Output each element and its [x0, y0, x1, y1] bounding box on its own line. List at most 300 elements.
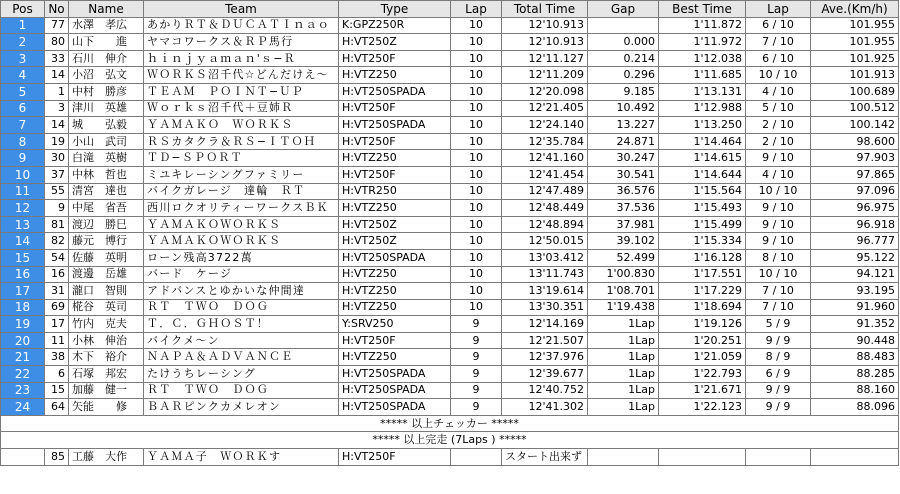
cell-gap: 0.000	[588, 34, 659, 51]
dns-best-lap	[746, 449, 811, 466]
cell-type: H:VTZ250	[339, 200, 451, 217]
table-row	[1, 17, 899, 34]
cell-best-time: 1'18.694	[659, 299, 746, 316]
cell-team: ヤマコワークス＆ＲＰ馬行	[144, 34, 339, 51]
cell-best-time: 1'17.551	[659, 266, 746, 283]
cell-team: アドバンスとゆかいな仲間達	[144, 283, 339, 300]
cell-type: H:VT250Z	[339, 216, 451, 233]
table-row	[1, 399, 899, 416]
cell-name: 中村 勝彦	[69, 83, 144, 100]
cell-lap: 10	[451, 17, 502, 34]
cell-team: ＲＳカタクラ＆ＲＳ−ＩＴＯＨ	[144, 133, 339, 150]
dns-no: 85	[45, 449, 69, 466]
cell-total-time: 13'30.351	[502, 299, 588, 316]
cell-type: H:VTZ250	[339, 349, 451, 366]
cell-lap: 9	[451, 382, 502, 399]
cell-best-lap: 9 / 9	[746, 382, 811, 399]
cell-best-lap: 2 / 10	[746, 133, 811, 150]
cell-name: 矢能 修	[69, 399, 144, 416]
cell-name: 山下 進	[69, 34, 144, 51]
cell-gap: 36.576	[588, 183, 659, 200]
cell-lap: 9	[451, 366, 502, 383]
table-row	[1, 316, 899, 333]
cell-no: 3	[45, 100, 69, 117]
dns-status: スタート出来ず	[502, 449, 588, 466]
cell-team: 西川ロクオリティーワークスＢＫ	[144, 200, 339, 217]
cell-average-speed: 101.955	[811, 17, 899, 34]
cell-gap: 1Lap	[588, 332, 659, 349]
cell-best-time: 1'15.499	[659, 216, 746, 233]
cell-lap: 9	[451, 349, 502, 366]
cell-lap: 10	[451, 133, 502, 150]
table-row	[1, 150, 899, 167]
dns-team: ＹＡＭＡ子 ＷＯＲＫす	[144, 449, 339, 466]
cell-best-time: 1'15.493	[659, 200, 746, 217]
cell-best-lap: 7 / 10	[746, 299, 811, 316]
table-row	[1, 299, 899, 316]
cell-type: H:VTZ250	[339, 67, 451, 84]
cell-team: バード ケージ	[144, 266, 339, 283]
col-header-pos: Pos	[1, 1, 45, 18]
cell-pos: 8	[1, 133, 45, 150]
cell-no: 37	[45, 166, 69, 183]
cell-pos: 10	[1, 166, 45, 183]
table-row	[1, 100, 899, 117]
dns-ave	[811, 449, 899, 466]
cell-name: 清宮 達也	[69, 183, 144, 200]
cell-best-time: 1'22.793	[659, 366, 746, 383]
cell-type: Y:SRV250	[339, 316, 451, 333]
cell-no: 38	[45, 349, 69, 366]
dns-name: 工藤 大作	[69, 449, 144, 466]
cell-best-time: 1'11.972	[659, 34, 746, 51]
cell-total-time: 12'47.489	[502, 183, 588, 200]
col-header-name: Name	[69, 1, 144, 18]
cell-no: 69	[45, 299, 69, 316]
cell-gap: 24.871	[588, 133, 659, 150]
cell-name: 椛谷 英司	[69, 299, 144, 316]
cell-average-speed: 90.448	[811, 332, 899, 349]
col-header-average-speed: Ave.(Km/h)	[811, 1, 899, 18]
cell-total-time: 12'11.127	[502, 50, 588, 67]
table-row	[1, 216, 899, 233]
cell-lap: 10	[451, 249, 502, 266]
cell-total-time: 12'41.454	[502, 166, 588, 183]
cell-average-speed: 96.975	[811, 200, 899, 217]
cell-best-time: 1'13.250	[659, 117, 746, 134]
cell-average-speed: 101.955	[811, 34, 899, 51]
cell-team: ローン残高3722萬	[144, 249, 339, 266]
table-row	[1, 183, 899, 200]
cell-type: H:VTZ250	[339, 299, 451, 316]
cell-lap: 9	[451, 316, 502, 333]
cell-best-lap: 7 / 10	[746, 283, 811, 300]
cell-team: バイクガレージ 達輪 ＲＴ	[144, 183, 339, 200]
cell-lap: 10	[451, 117, 502, 134]
cell-team: ＮＡＰＡ＆ＡＤＶＡＮＣＥ	[144, 349, 339, 366]
cell-lap: 10	[451, 299, 502, 316]
cell-name: 小林 伸治	[69, 332, 144, 349]
cell-lap: 10	[451, 200, 502, 217]
cell-no: 54	[45, 249, 69, 266]
col-header-type: Type	[339, 1, 451, 18]
cell-best-lap: 4 / 10	[746, 83, 811, 100]
cell-average-speed: 96.918	[811, 216, 899, 233]
cell-total-time: 12'39.677	[502, 366, 588, 383]
table-row	[1, 349, 899, 366]
col-header-total-time: Total Time	[502, 1, 588, 18]
cell-name: 渡辺 勝巳	[69, 216, 144, 233]
cell-gap: 1'19.438	[588, 299, 659, 316]
col-header-best-time: Best Time	[659, 1, 746, 18]
cell-gap: 1Lap	[588, 366, 659, 383]
cell-name: 竹内 克夫	[69, 316, 144, 333]
cell-average-speed: 98.600	[811, 133, 899, 150]
cell-average-speed: 100.142	[811, 117, 899, 134]
cell-team: ミユキレーシングファミリー	[144, 166, 339, 183]
cell-best-lap: 6 / 10	[746, 17, 811, 34]
cell-gap: 52.499	[588, 249, 659, 266]
cell-no: 11	[45, 332, 69, 349]
cell-total-time: 12'50.015	[502, 233, 588, 250]
cell-type: H:VTZ250	[339, 266, 451, 283]
cell-average-speed: 91.352	[811, 316, 899, 333]
cell-team: ＹＡＭＡＫＯ ＷＯＲＫＳ	[144, 117, 339, 134]
cell-no: 15	[45, 382, 69, 399]
cell-lap: 10	[451, 166, 502, 183]
cell-gap: 37.981	[588, 216, 659, 233]
cell-team: たけうちレーシング	[144, 366, 339, 383]
cell-pos: 16	[1, 266, 45, 283]
cell-total-time: 12'48.449	[502, 200, 588, 217]
cell-average-speed: 88.285	[811, 366, 899, 383]
cell-pos: 20	[1, 332, 45, 349]
dns-gap	[588, 449, 659, 466]
cell-average-speed: 101.913	[811, 67, 899, 84]
cell-gap: 30.541	[588, 166, 659, 183]
cell-best-time: 1'21.059	[659, 349, 746, 366]
cell-no: 19	[45, 133, 69, 150]
table-row	[1, 283, 899, 300]
cell-total-time: 13'03.412	[502, 249, 588, 266]
cell-name: 白滝 英樹	[69, 150, 144, 167]
cell-best-time: 1'19.126	[659, 316, 746, 333]
cell-average-speed: 101.925	[811, 50, 899, 67]
cell-total-time: 12'48.894	[502, 216, 588, 233]
cell-total-time: 12'41.302	[502, 399, 588, 416]
finish-note: ***** 以上完走 (7Laps ) *****	[1, 432, 899, 449]
cell-no: 33	[45, 50, 69, 67]
cell-total-time: 12'21.405	[502, 100, 588, 117]
cell-name: 中林 哲也	[69, 166, 144, 183]
table-row	[1, 117, 899, 134]
cell-total-time: 12'37.976	[502, 349, 588, 366]
cell-pos: 12	[1, 200, 45, 217]
cell-team: ＷＯＲＫＳ沼千代☆どんだけえ〜	[144, 67, 339, 84]
cell-best-lap: 2 / 10	[746, 117, 811, 134]
cell-lap: 10	[451, 150, 502, 167]
cell-team: ｈｉｎｊｙａｍａｎ'ｓ−Ｒ	[144, 50, 339, 67]
cell-lap: 10	[451, 83, 502, 100]
table-row	[1, 332, 899, 349]
table-row	[1, 67, 899, 84]
cell-lap: 10	[451, 67, 502, 84]
cell-type: H:VT250SPADA	[339, 399, 451, 416]
cell-lap: 10	[451, 216, 502, 233]
cell-name: 石塚 邦宏	[69, 366, 144, 383]
cell-gap: 0.296	[588, 67, 659, 84]
cell-type: H:VT250Z	[339, 34, 451, 51]
cell-no: 77	[45, 17, 69, 34]
cell-best-time: 1'14.644	[659, 166, 746, 183]
cell-total-time: 12'20.098	[502, 83, 588, 100]
table-row	[1, 200, 899, 217]
cell-best-lap: 4 / 10	[746, 166, 811, 183]
col-header-no: No	[45, 1, 69, 18]
cell-team: ＹＡＭＡＫＯＷＯＲＫＳ	[144, 216, 339, 233]
cell-lap: 10	[451, 266, 502, 283]
cell-no: 14	[45, 67, 69, 84]
cell-no: 16	[45, 266, 69, 283]
cell-lap: 10	[451, 183, 502, 200]
cell-best-lap: 9 / 10	[746, 216, 811, 233]
cell-no: 82	[45, 233, 69, 250]
col-header-best-lap: Lap	[746, 1, 811, 18]
cell-best-lap: 10 / 10	[746, 266, 811, 283]
cell-type: H:VT250SPADA	[339, 249, 451, 266]
cell-best-time: 1'11.685	[659, 67, 746, 84]
cell-average-speed: 97.903	[811, 150, 899, 167]
cell-name: 瀧口 智則	[69, 283, 144, 300]
cell-name: 渡邊 岳雄	[69, 266, 144, 283]
cell-type: H:VTZ250	[339, 283, 451, 300]
cell-average-speed: 91.960	[811, 299, 899, 316]
checker-note: ***** 以上チェッカー *****	[1, 415, 899, 432]
cell-total-time: 12'40.752	[502, 382, 588, 399]
cell-name: 津川 英雄	[69, 100, 144, 117]
cell-pos: 24	[1, 399, 45, 416]
cell-gap: 37.536	[588, 200, 659, 217]
cell-no: 14	[45, 117, 69, 134]
cell-pos: 14	[1, 233, 45, 250]
cell-total-time: 13'11.743	[502, 266, 588, 283]
cell-pos: 21	[1, 349, 45, 366]
cell-average-speed: 97.096	[811, 183, 899, 200]
table-row	[1, 266, 899, 283]
cell-average-speed: 100.512	[811, 100, 899, 117]
cell-total-time: 12'10.913	[502, 34, 588, 51]
cell-name: 加藤 健一	[69, 382, 144, 399]
cell-type: H:VT250F	[339, 100, 451, 117]
cell-type: H:VT250F	[339, 332, 451, 349]
cell-name: 城 弘毅	[69, 117, 144, 134]
cell-type: H:VTR250	[339, 183, 451, 200]
table-row	[1, 50, 899, 67]
cell-pos: 19	[1, 316, 45, 333]
cell-gap: 1Lap	[588, 399, 659, 416]
cell-pos: 22	[1, 366, 45, 383]
cell-total-time: 12'10.913	[502, 17, 588, 34]
cell-pos: 15	[1, 249, 45, 266]
cell-best-time: 1'12.038	[659, 50, 746, 67]
dns-best	[659, 449, 746, 466]
table-row	[1, 382, 899, 399]
cell-gap: 1Lap	[588, 316, 659, 333]
cell-no: 80	[45, 34, 69, 51]
cell-team: Ｗｏｒｋｓ沼千代＋豆姉Ｒ	[144, 100, 339, 117]
cell-average-speed: 88.483	[811, 349, 899, 366]
cell-gap: 30.247	[588, 150, 659, 167]
cell-pos: 17	[1, 283, 45, 300]
cell-pos: 5	[1, 83, 45, 100]
cell-gap	[588, 17, 659, 34]
table-row	[1, 133, 899, 150]
cell-no: 64	[45, 399, 69, 416]
cell-no: 17	[45, 316, 69, 333]
cell-best-time: 1'21.671	[659, 382, 746, 399]
cell-type: H:VTZ250	[339, 150, 451, 167]
cell-best-time: 1'15.334	[659, 233, 746, 250]
cell-best-lap: 10 / 10	[746, 183, 811, 200]
cell-best-time: 1'16.128	[659, 249, 746, 266]
cell-type: H:VT250F	[339, 133, 451, 150]
cell-lap: 10	[451, 100, 502, 117]
header-row	[1, 1, 899, 18]
cell-best-lap: 7 / 10	[746, 34, 811, 51]
cell-pos: 7	[1, 117, 45, 134]
cell-total-time: 12'24.140	[502, 117, 588, 134]
col-header-lap: Lap	[451, 1, 502, 18]
cell-total-time: 12'41.160	[502, 150, 588, 167]
table-row	[1, 366, 899, 383]
cell-total-time: 12'21.507	[502, 332, 588, 349]
cell-lap: 10	[451, 50, 502, 67]
table-row	[1, 166, 899, 183]
cell-type: H:VT250SPADA	[339, 382, 451, 399]
cell-no: 30	[45, 150, 69, 167]
cell-no: 81	[45, 216, 69, 233]
cell-best-lap: 9 / 9	[746, 332, 811, 349]
cell-lap: 9	[451, 332, 502, 349]
cell-name: 小沼 弘文	[69, 67, 144, 84]
dns-type: H:VT250F	[339, 449, 451, 466]
cell-lap: 10	[451, 283, 502, 300]
cell-type: K:GPZ250R	[339, 17, 451, 34]
cell-average-speed: 100.689	[811, 83, 899, 100]
cell-best-lap: 9 / 10	[746, 150, 811, 167]
cell-best-lap: 6 / 9	[746, 366, 811, 383]
cell-type: H:VT250SPADA	[339, 366, 451, 383]
cell-pos: 3	[1, 50, 45, 67]
cell-best-time: 1'13.131	[659, 83, 746, 100]
cell-name: 中尾 省吾	[69, 200, 144, 217]
results-footer	[1, 415, 899, 465]
cell-average-speed: 93.195	[811, 283, 899, 300]
results-body	[1, 17, 899, 415]
cell-pos: 18	[1, 299, 45, 316]
cell-team: ＢＡＲピンクカメレオン	[144, 399, 339, 416]
cell-team: Ｔ．Ｃ．ＧＨＯＳＴ！	[144, 316, 339, 333]
cell-team: ＴＤ−ＳＰＯＲＴ	[144, 150, 339, 167]
cell-best-time: 1'22.123	[659, 399, 746, 416]
cell-name: 佐藤 英明	[69, 249, 144, 266]
cell-lap: 10	[451, 34, 502, 51]
cell-average-speed: 88.160	[811, 382, 899, 399]
cell-type: H:VT250SPADA	[339, 83, 451, 100]
cell-best-time: 1'12.988	[659, 100, 746, 117]
cell-best-lap: 5 / 10	[746, 100, 811, 117]
cell-best-lap: 10 / 10	[746, 67, 811, 84]
cell-team: ＲＴ ＴＷＯ ＤＯＧ	[144, 382, 339, 399]
cell-no: 1	[45, 83, 69, 100]
cell-gap: 10.492	[588, 100, 659, 117]
cell-gap: 1'00.830	[588, 266, 659, 283]
cell-type: H:VT250SPADA	[339, 117, 451, 134]
cell-pos: 13	[1, 216, 45, 233]
dns-lap	[451, 449, 502, 466]
cell-pos: 11	[1, 183, 45, 200]
cell-team: バイクメ〜ン	[144, 332, 339, 349]
cell-best-lap: 8 / 9	[746, 349, 811, 366]
cell-pos: 4	[1, 67, 45, 84]
cell-gap: 1'08.701	[588, 283, 659, 300]
cell-team: ＲＴ ＴＷＯ ＤＯＧ	[144, 299, 339, 316]
col-header-gap: Gap	[588, 1, 659, 18]
table-row	[1, 34, 899, 51]
cell-gap: 9.185	[588, 83, 659, 100]
cell-pos: 1	[1, 17, 45, 34]
cell-best-time: 1'17.229	[659, 283, 746, 300]
cell-best-time: 1'14.464	[659, 133, 746, 150]
cell-name: 藤元 博行	[69, 233, 144, 250]
cell-pos: 9	[1, 150, 45, 167]
cell-pos: 2	[1, 34, 45, 51]
cell-best-lap: 6 / 10	[746, 50, 811, 67]
cell-no: 6	[45, 366, 69, 383]
cell-gap: 1Lap	[588, 382, 659, 399]
finish-note-row	[1, 432, 899, 449]
cell-team: あかりＲＴ＆ＤＵＣＡＴＩｎａｏ	[144, 17, 339, 34]
cell-team: ＴＥＡＭ ＰＯＩＮＴ−ＵＰ	[144, 83, 339, 100]
cell-type: H:VT250F	[339, 50, 451, 67]
cell-best-time: 1'11.872	[659, 17, 746, 34]
cell-gap: 1Lap	[588, 349, 659, 366]
cell-gap: 0.214	[588, 50, 659, 67]
cell-average-speed: 94.121	[811, 266, 899, 283]
cell-best-lap: 9 / 10	[746, 233, 811, 250]
checker-note-row	[1, 415, 899, 432]
dns-pos	[1, 449, 45, 466]
cell-lap: 9	[451, 399, 502, 416]
dns-row	[1, 449, 899, 466]
cell-best-lap: 5 / 9	[746, 316, 811, 333]
cell-team: ＹＡＭＡＫＯＷＯＲＫＳ	[144, 233, 339, 250]
cell-type: H:VT250Z	[339, 233, 451, 250]
cell-name: 小山 武司	[69, 133, 144, 150]
table-row	[1, 83, 899, 100]
cell-best-lap: 9 / 9	[746, 399, 811, 416]
cell-gap: 39.102	[588, 233, 659, 250]
cell-total-time: 12'35.784	[502, 133, 588, 150]
cell-name: 水澤 孝広	[69, 17, 144, 34]
cell-name: 石川 伸介	[69, 50, 144, 67]
cell-best-time: 1'20.251	[659, 332, 746, 349]
cell-average-speed: 88.096	[811, 399, 899, 416]
cell-best-lap: 9 / 10	[746, 200, 811, 217]
cell-average-speed: 97.865	[811, 166, 899, 183]
table-row	[1, 249, 899, 266]
cell-lap: 10	[451, 233, 502, 250]
